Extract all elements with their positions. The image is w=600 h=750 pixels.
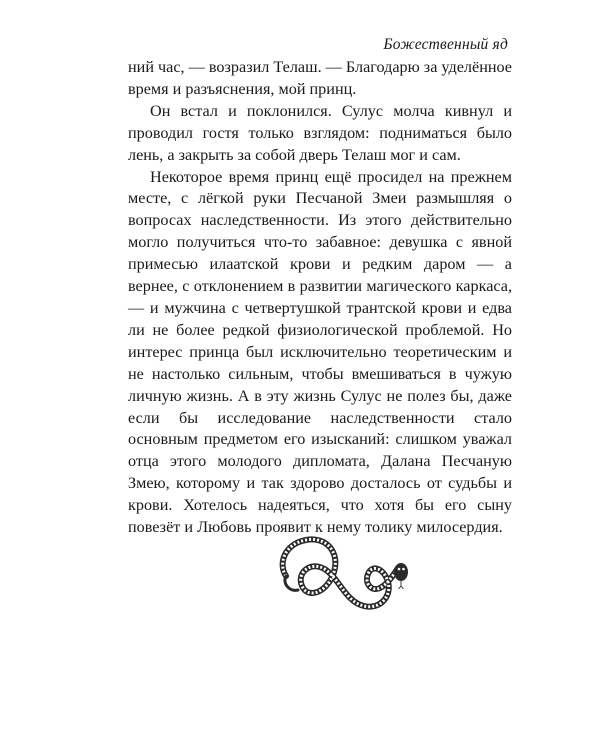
paragraph-3: Некоторое время принц ещё просидел на прежнем месте, с лёгкой руки Песчаной Змеи размышляя о вопросах наследственности. Из этого действительно могло получиться что-то забавное: девушка с явной примесью илаатской крови и редким даром — а вернее, с отклонением в развитии магического каркаса, — и мужчина с четвертушкой трантской крови и едва ли не более редкой физиологической проблемой. Но интерес принца был исключительно теоретическим и не настолько сильным, чтобы вмешиваться в чужую личную жизнь. А в эту жизнь Сулус не полез бы, даже если бы исследование наследственности стало основным предметом его изысканий: слишком уважал отца этого молодого дипломата, Далана Песчаную Змею, которому и так здорово досталось от судьбы и крови. Хотелось надеяться, что хотя бы его сыну повезёт и Любовь проявит к нему толику милосердия. (128, 167, 512, 537)
body-text (128, 57, 512, 539)
snake-ornament-icon (268, 530, 414, 622)
running-head: Божественный яд (383, 36, 508, 53)
paragraph-1: ний час, — возразил Телаш. — Благодарю за уделённое время и разъяснения, мой принц. (128, 58, 512, 98)
paragraph-2: Он встал и поклонился. Сулус молча кивнул и проводил гостя только взглядом: подниматься было лень, а закрыть за собой дверь Телаш мог и сам. (128, 101, 512, 164)
